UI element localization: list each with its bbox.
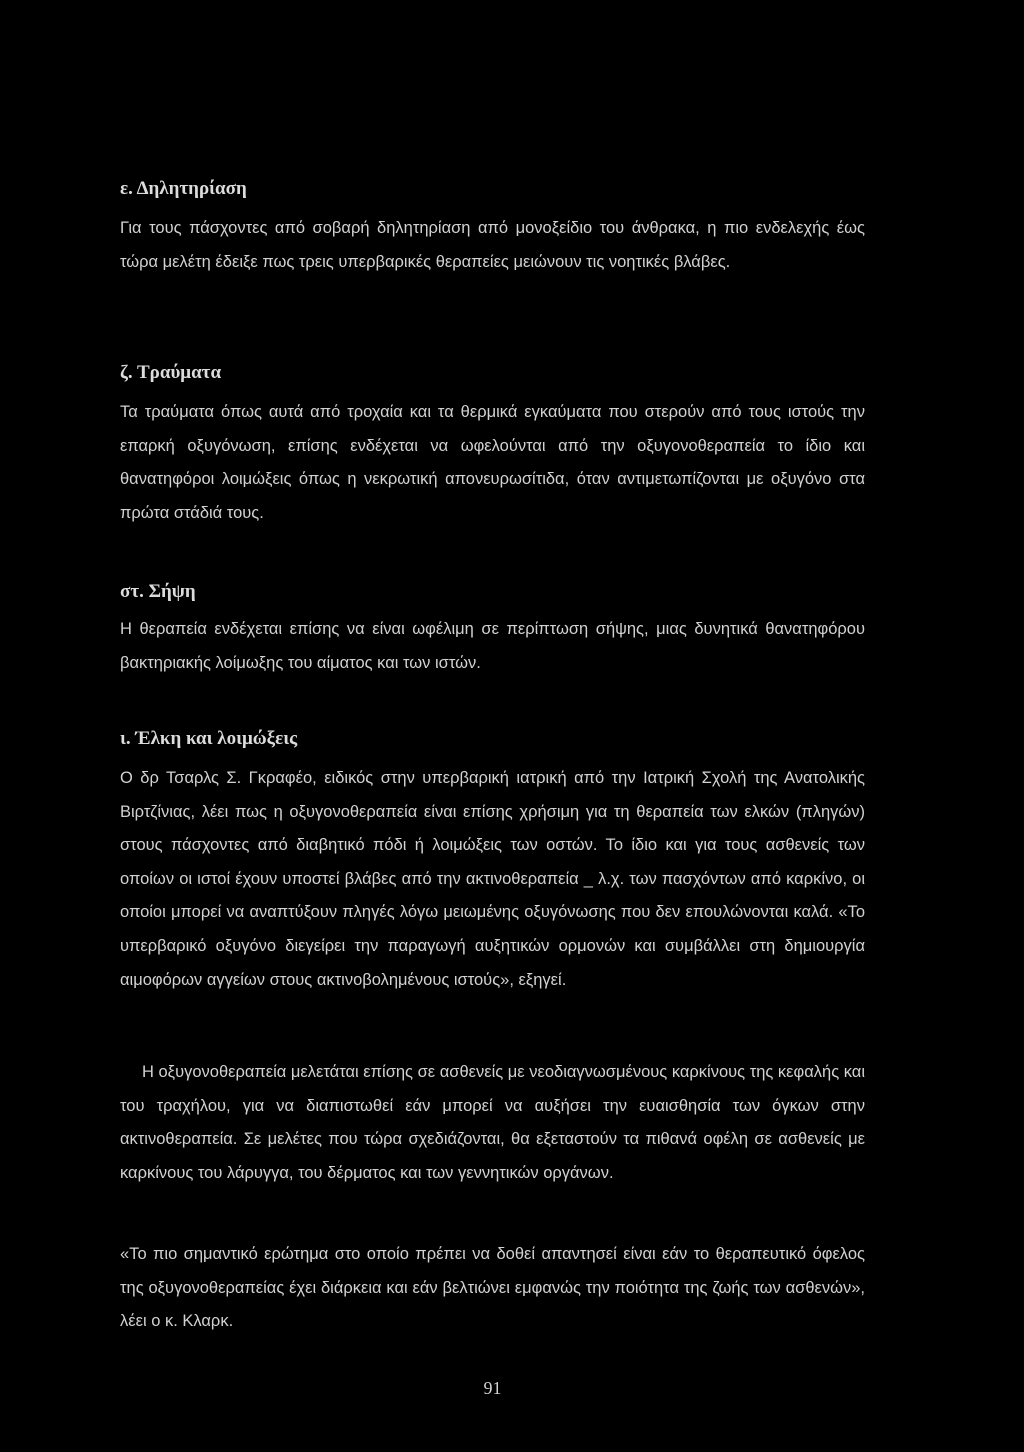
- paragraph-sepsis: Η θεραπεία ενδέχεται επίσης να είναι ωφέλιμη σε περίπτωση σήψης, μιας δυνητικά θανατηφόρου βακτηριακής λοίμωξης του αίματος και των ιστών.: [120, 620, 865, 672]
- section-heading-ulcers: ι. Έλκη και λοιμώξεις: [120, 728, 298, 749]
- section-heading-poisoning: ε. Δηλητηρίαση: [120, 178, 247, 199]
- paragraph-ulcers-2: Η οξυγονοθεραπεία μελετάται επίσης σε ασθενείς με νεοδιαγνωσμένους καρκίνους της κεφαλής και του τραχήλου, για να διαπιστωθεί εάν μπορεί να αυξήσει την ευαισθησία των όγκων στην ακτινοθεραπεία. Σε μελέτες που τώρα σχεδιάζονται, θα εξεταστούν τα πιθανά οφέλη σε ασθενείς με καρκίνους του λάρυγγα, του δέρματος και των γεννητικών οργάνων.: [120, 1063, 865, 1182]
- document-page: [120, 0, 865, 1452]
- page-number: 91: [483, 1378, 502, 1398]
- paragraph-ulcers-1: Ο δρ Τσαρλς Σ. Γκραφέο, ειδικός στην υπερβαρική ιατρική από την Ιατρική Σχολή της Ανατολικής Βιρτζίνιας, λέει πως η οξυγονοθεραπεία είναι επίσης χρήσιμη για τη θεραπεία των ελκών (πληγών) στους πάσχοντες από διαβητικό πόδι ή λοιμώξεις των οστών. Το ίδιο και για τους ασθενείς των οποίων οι ιστοί έχουν υποστεί βλάβες από την ακτινοθεραπεία _ λ.χ. των πασχόντων από καρκίνο, οι οποίοι μπορεί να αναπτύξουν πληγές λόγω μειωμένης οξυγόνωσης που δεν επουλώνονται καλά. «Το υπερβαρικό οξυγόνο διεγείρει την παραγωγή αυξητικών ορμονών και συμβάλλει στη δημιουργία αιμοφόρων αγγείων στους ακτινοβολημένους ιστούς», εξηγεί.: [120, 769, 865, 989]
- paragraph-injuries: Τα τραύματα όπως αυτά από τροχαία και τα θερμικά εγκαύματα που στερούν από τους ιστούς την επαρκή οξυγόνωση, επίσης ενδέχεται να ωφελούνται από την οξυγονοθεραπεία το ίδιο και θανατηφόροι λοιμώξεις όπως η νεκρωτική απονευρωσίτιδα, όταν αντιμετωπίζονται με οξυγόνο στα πρώτα στάδιά τους.: [120, 403, 865, 522]
- section-heading-injuries: ζ. Τραύματα: [120, 362, 222, 383]
- section-heading-sepsis: στ. Σήψη: [120, 581, 196, 602]
- paragraph-poisoning: Για τους πάσχοντες από σοβαρή δηλητηρίαση από μονοξείδιο του άνθρακα, η πιο ενδελεχής έως τώρα μελέτη έδειξε πως τρεις υπερβαρικές θεραπείες μειώνουν τις νοητικές βλάβες.: [120, 219, 865, 271]
- paragraph-ulcers-3: «Το πιο σημαντικό ερώτημα στο οποίο πρέπει να δοθεί απαντησεί είναι εάν το θεραπευτικό όφελος της οξυγονοθεραπείας έχει διάρκεια και εάν βελτιώνει εμφανώς την ποιότητα της ζωής των ασθενών», λέει ο κ. Κλαρκ.: [120, 1245, 865, 1331]
